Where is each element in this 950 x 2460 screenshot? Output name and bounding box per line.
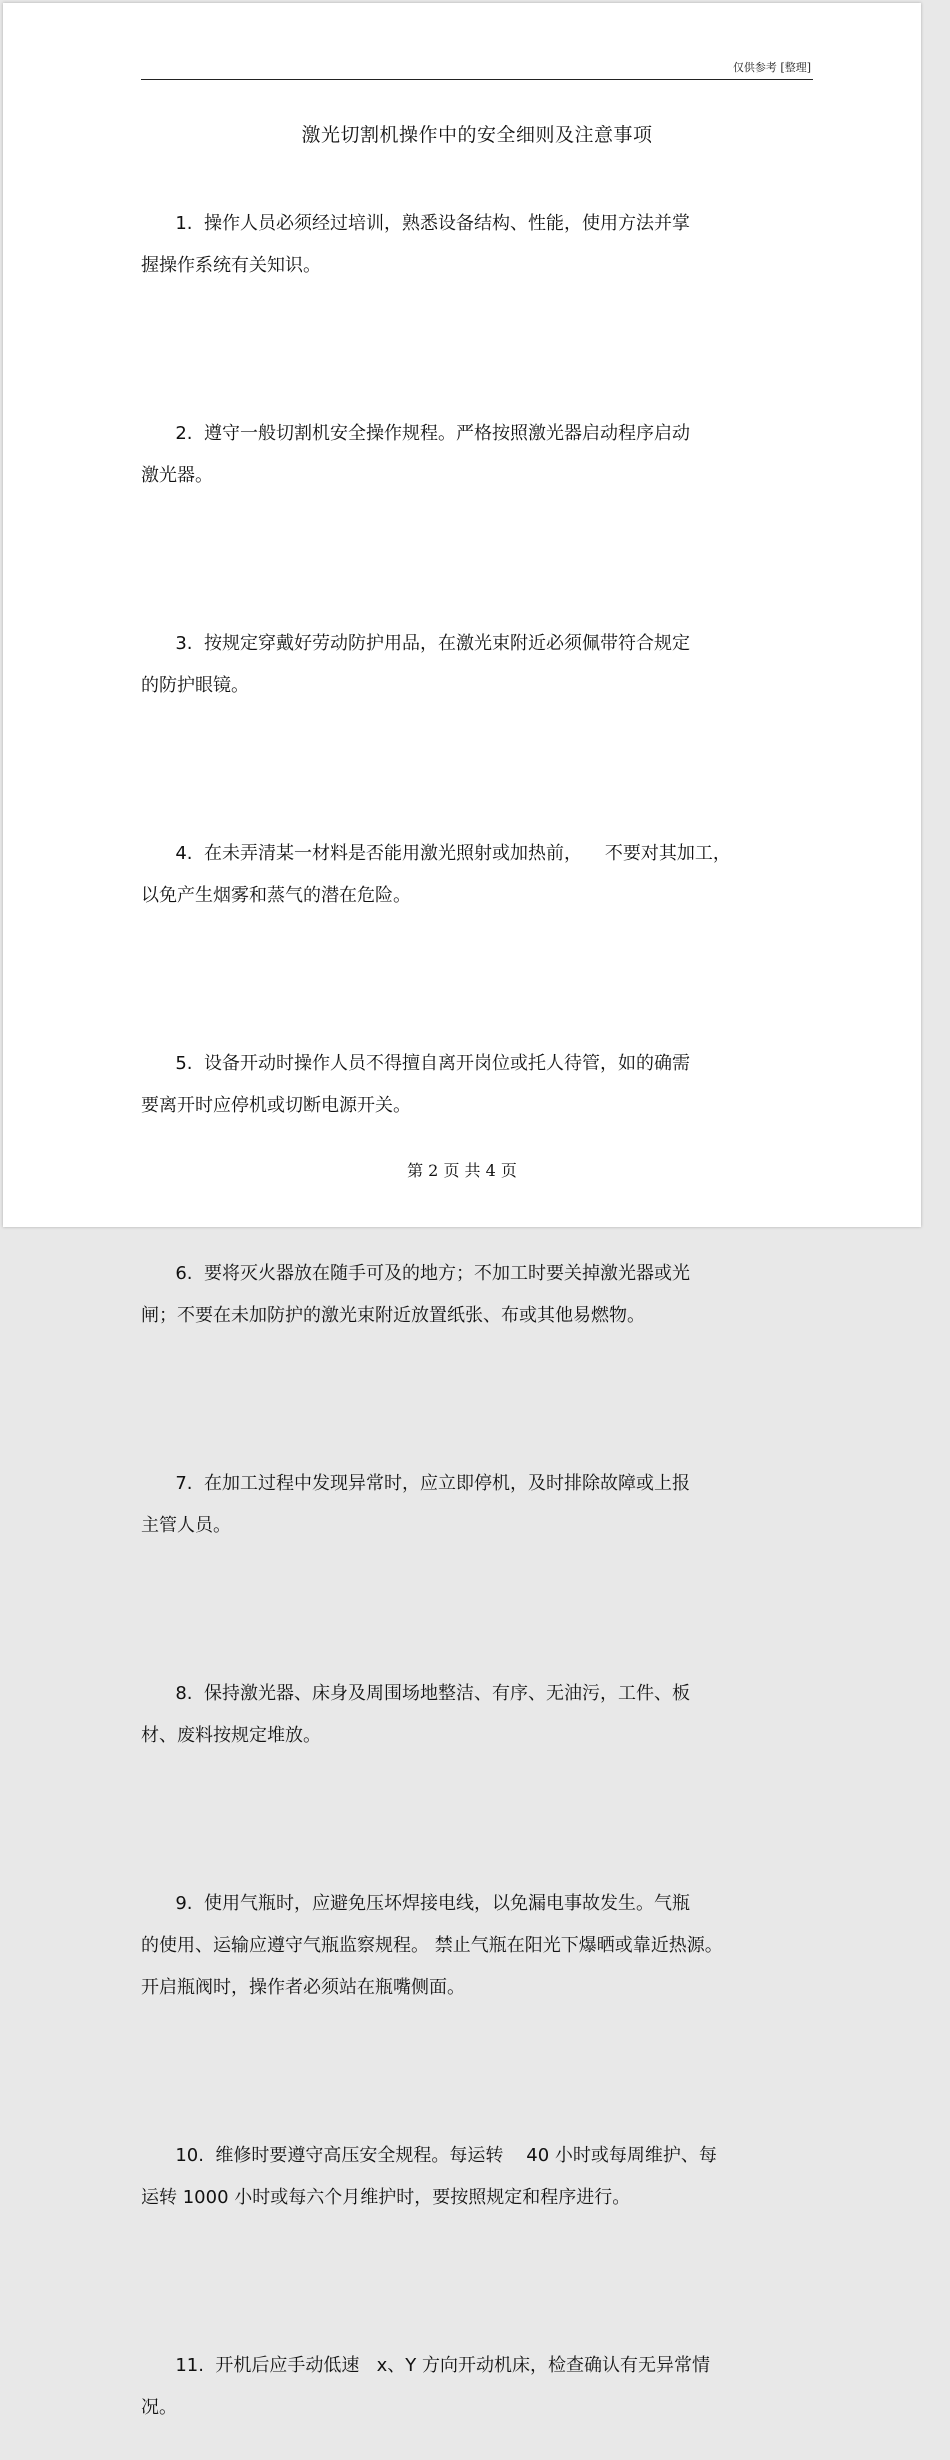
item-line: 3. 按规定穿戴好劳动防护用品，在激光束附近必须佩带符合规定 (175, 633, 690, 654)
list-item (141, 1211, 801, 1421)
item-line: 开启瓶阀时，操作者必须站在瓶嘴侧面。 (141, 1977, 465, 1998)
item-line: 运转 1000 小时或每六个月维护时，要按照规定和程序进行。 (141, 2187, 631, 2208)
item-line: 闸；不要在未加防护的激光束附近放置纸张、布或其他易燃物。 (141, 1305, 645, 1326)
header-note: 仅供参考 [整理] (732, 61, 811, 74)
page-header (141, 59, 813, 80)
item-line: 材、废料按规定堆放。 (141, 1725, 321, 1746)
list-item (141, 2303, 801, 2460)
list-item (141, 371, 801, 581)
item-line: 激光器。 (141, 465, 213, 486)
list-item (141, 1841, 801, 2093)
item-line: 的防护眼镜。 (141, 675, 249, 696)
item-line: 9. 使用气瓶时，应避免压坏焊接电线，以免漏电事故发生。气瓶 (175, 1893, 690, 1914)
item-line: 握操作系统有关知识。 (141, 255, 321, 276)
item-line: 2. 遵守一般切割机安全操作规程。严格按照激光器启动程序启动 (175, 423, 690, 444)
item-line: 10. 维修时要遵守高压安全规程。每运转 40 小时或每周维护、每 (175, 2145, 717, 2166)
list-item (141, 1421, 801, 1631)
item-line: 4. 在未弄清某一材料是否能用激光照射或加热前， 不要对其加工， (175, 843, 731, 864)
item-line: 1. 操作人员必须经过培训，熟悉设备结构、性能，使用方法并掌 (175, 213, 690, 234)
item-line: 主管人员。 (141, 1515, 231, 1536)
item-line: 8. 保持激光器、床身及周围场地整洁、有序、无油污，工件、板 (175, 1683, 690, 1704)
item-line: 11. 开机后应手动低速 x、Y 方向开动机床，检查确认有无异常情 (175, 2355, 710, 2376)
item-line: 5. 设备开动时操作人员不得擅自离开岗位或托人待管，如的确需 (175, 1053, 690, 1074)
page-number: 第 2 页 共 4 页 (407, 1161, 517, 1180)
item-line: 7. 在加工过程中发现异常时，应立即停机，及时排除故障或上报 (175, 1473, 690, 1494)
list-item (141, 791, 801, 1001)
list-item (141, 1631, 801, 1841)
list-item (141, 581, 801, 791)
document-page (3, 3, 921, 2418)
document-title: 激光切割机操作中的安全细则及注意事项 (301, 124, 653, 146)
item-line: 以免产生烟雾和蒸气的潜在危险。 (141, 885, 411, 906)
item-line: 况。 (141, 2397, 177, 2418)
item-line: 6. 要将灭火器放在随手可及的地方；不加工时要关掉激光器或光 (175, 1263, 690, 1284)
list-item (141, 2093, 801, 2303)
item-line: 的使用、运输应遵守气瓶监察规程。 禁止气瓶在阳光下爆晒或靠近热源。 (141, 1935, 723, 1956)
item-list (141, 161, 801, 2460)
list-item (141, 161, 801, 371)
item-line: 要离开时应停机或切断电源开关。 (141, 1095, 411, 1116)
